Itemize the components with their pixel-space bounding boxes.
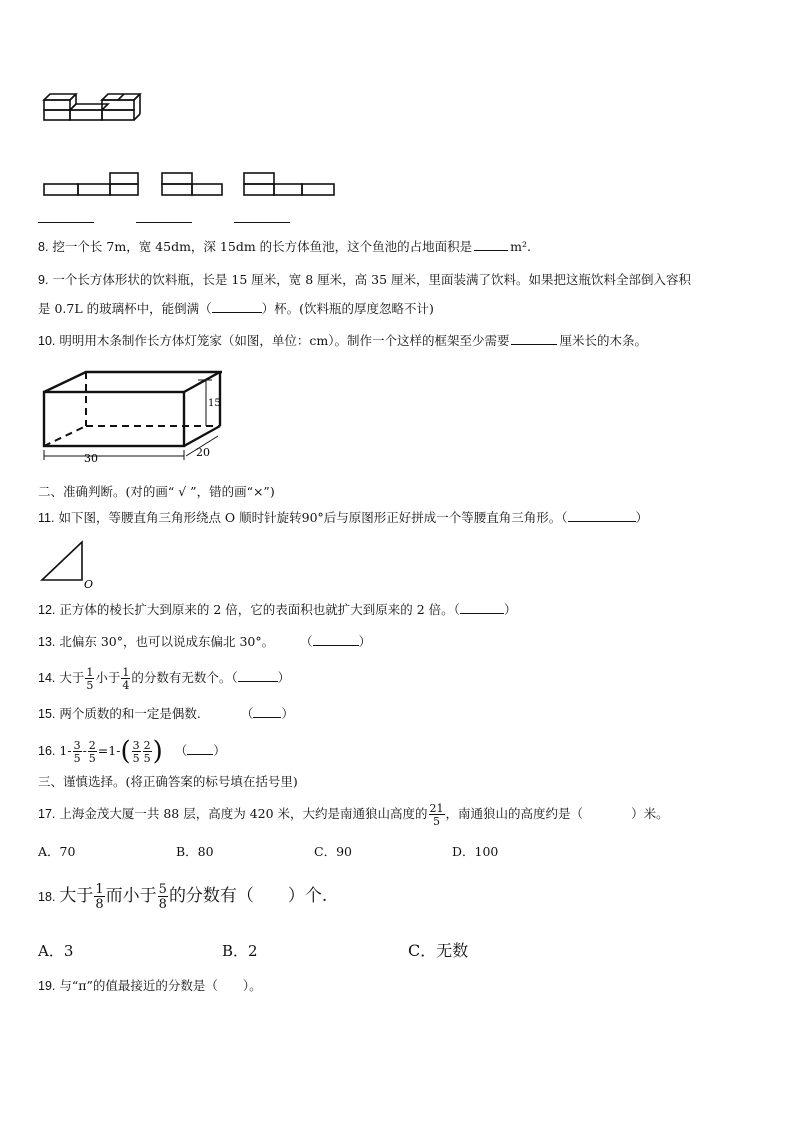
expr-part: =1- (97, 743, 121, 758)
question-number: 8. (38, 240, 49, 254)
paren-close: ） (503, 602, 517, 617)
question-text: 北偏东 30°，也可以说成东偏北 30°。 (59, 634, 275, 649)
question-text: 大于 (59, 886, 94, 906)
question-17 (38, 796, 764, 832)
question-number: 15. (38, 707, 56, 721)
question-text: 挖一个长 7m，宽 45dm，深 15dm 的长方体鱼池，这个鱼池的占地面积是 (52, 239, 473, 254)
question-number: 13. (38, 635, 56, 649)
paren-open: （ (300, 634, 313, 649)
paren-close: ） (635, 510, 649, 525)
question-15 (38, 704, 764, 724)
paren-open: （ (240, 706, 254, 721)
cuboid-figure (36, 364, 222, 468)
view-front (42, 172, 142, 198)
option-a[interactable]: A．70 (38, 844, 76, 859)
question-text: 与“π”的值最接近的分数是（ ）。 (59, 978, 262, 993)
question-text: 一个长方体形状的饮料瓶，长是 15 厘米，宽 8 厘米，高 35 厘米，里面装满了饮料。如果把这瓶饮料全部倒入容积 (52, 272, 692, 287)
section-3-title: 三、谨慎选择。(将正确答案的标号填在括号里) (38, 774, 298, 789)
view-top (242, 172, 338, 198)
question-text: ）米。 (631, 806, 669, 821)
option-a[interactable]: A．3 (38, 942, 74, 960)
question-text: 如下图，等腰直角三角形绕点 O 顺时针旋转90°后与原图形正好拼成一个等腰直角三角形。（ (58, 510, 568, 525)
question-text: 的分数有无数个。（ (131, 670, 238, 685)
cube-stack-figure (40, 90, 160, 126)
section-2-title: 二、准确判断。(对的画“ √ ”，错的画“×”) (38, 484, 275, 499)
question-16 (38, 734, 764, 769)
question-text: 上海金茂大厦一共 88 层，高度为 420 米，大约是南通狼山高度的 (59, 806, 428, 821)
unit-text: m². (510, 239, 531, 254)
question-text: 两个质数的和一定是偶数. (59, 706, 201, 721)
fraction: $\frac{5}{8}$ (158, 881, 167, 912)
answer-line-3[interactable] (234, 222, 290, 223)
answer-blank[interactable] (313, 632, 359, 646)
question-text: 大于 (59, 670, 85, 685)
question-text: 正方体的棱长扩大到原来的 2 倍，它的表面积也就扩大到原来的 2 倍。（ (59, 602, 460, 617)
paren-close: ） (358, 634, 372, 649)
question-text: 的分数有（ ）个. (168, 886, 328, 906)
question-number: 19. (38, 979, 56, 993)
answer-blank[interactable] (238, 668, 278, 682)
question-9 (38, 270, 764, 290)
fraction: $\frac{21}{5}$ (429, 801, 444, 828)
option-c[interactable]: C．无数 (408, 941, 469, 960)
answer-blank[interactable] (187, 741, 213, 755)
answer-blank[interactable] (253, 704, 281, 718)
question-19 (38, 976, 764, 996)
question-text: ，南通狼山的高度约是（ (445, 806, 584, 821)
answer-line-1[interactable] (38, 222, 94, 223)
question-number: 16. (38, 744, 56, 758)
triangle-figure (38, 538, 98, 590)
fraction: $\frac{3}{5}$ (73, 738, 81, 765)
answer-blank[interactable] (212, 299, 262, 313)
dim-height-label: 15 (208, 398, 221, 409)
fraction: $\frac{1}{5}$ (86, 665, 94, 692)
question-number: 14. (38, 671, 56, 685)
answer-blank[interactable] (474, 236, 508, 251)
question-text: 是 0.7L 的玻璃杯中，能倒满（ (38, 301, 212, 316)
question-8 (38, 236, 764, 257)
fraction: $\frac{2}{5}$ (88, 738, 96, 765)
paren-open: （ (174, 743, 188, 758)
expr-part: 1- (59, 743, 72, 758)
question-text: 而小于 (105, 886, 157, 906)
question-number: 10. (38, 334, 56, 348)
fraction: $\frac{3}{5}$ (132, 738, 140, 765)
question-number: 17. (38, 807, 56, 821)
question-9-line2 (38, 299, 764, 319)
view-side (160, 172, 226, 198)
question-14 (38, 662, 764, 694)
question-18 (38, 876, 764, 917)
option-d[interactable]: D．100 (452, 844, 499, 859)
paren-close: ） (281, 706, 294, 721)
question-number: 9. (38, 273, 49, 287)
question-10 (38, 330, 764, 351)
question-11 (38, 508, 764, 528)
big-paren-open: ( (120, 736, 131, 767)
question-number: 11. (38, 511, 55, 525)
expr-part: - (82, 743, 87, 758)
fraction: $\frac{2}{5}$ (143, 738, 151, 765)
option-b[interactable]: B．80 (176, 844, 214, 859)
question-text: ）杯。(饮料瓶的厚度忽略不计) (261, 301, 434, 316)
answer-blank[interactable] (568, 508, 636, 522)
answer-blank[interactable] (511, 330, 557, 345)
option-c[interactable]: C．90 (314, 844, 352, 859)
paren-close: ） (213, 743, 226, 758)
question-text: 小于 (95, 670, 121, 685)
fraction: $\frac{1}{8}$ (95, 881, 104, 912)
option-b[interactable]: B．2 (222, 942, 258, 960)
question-number: 12. (38, 603, 56, 617)
question-number: 18. (38, 890, 56, 904)
question-text: 明明用木条制作长方体灯笼家（如图，单位：cm）。制作一个这样的框架至少需要 (59, 333, 510, 348)
big-paren-close: ) (152, 736, 163, 767)
question-13 (38, 632, 764, 652)
fraction: $\frac{1}{4}$ (122, 665, 130, 692)
dim-width-label: 20 (196, 446, 210, 459)
question-12 (38, 600, 764, 620)
dim-length-label: 30 (84, 452, 98, 465)
answer-blank[interactable] (460, 600, 504, 614)
paren-close: ） (277, 670, 291, 685)
answer-line-2[interactable] (136, 222, 192, 223)
question-text: 厘米长的木条。 (559, 333, 647, 348)
point-o-label: O (84, 578, 94, 590)
